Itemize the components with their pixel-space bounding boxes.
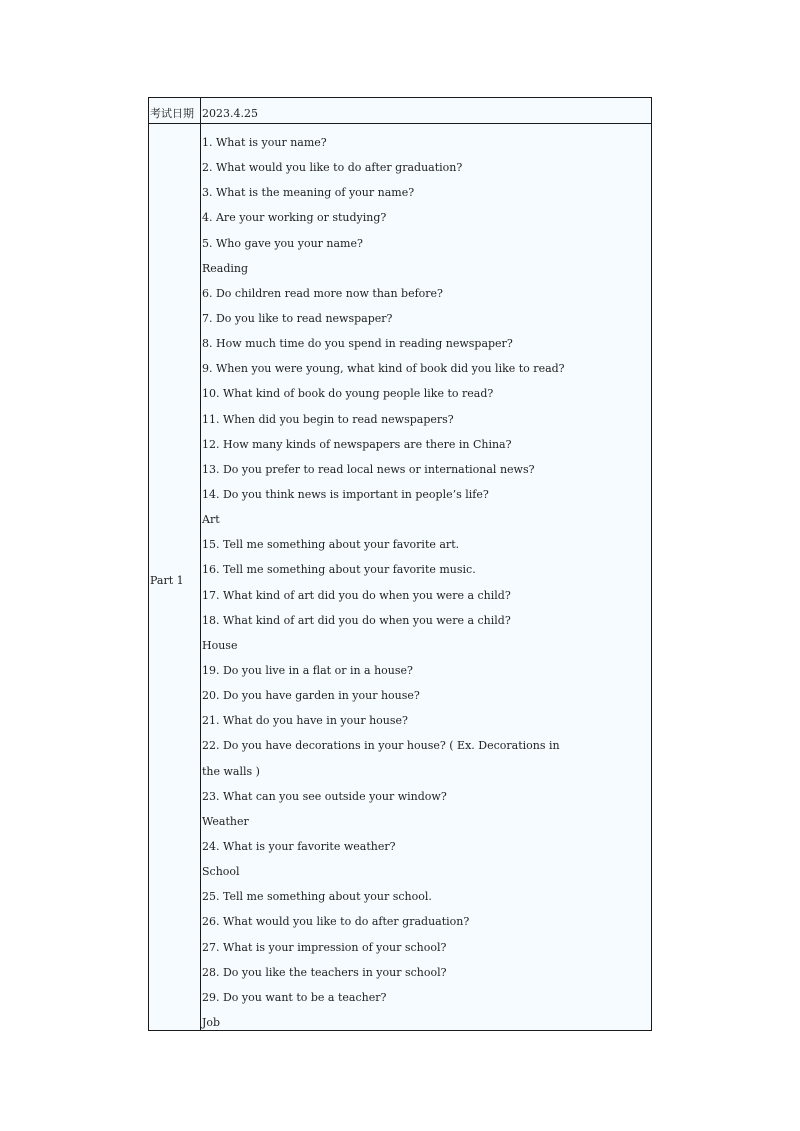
part-label: Part 1	[150, 574, 184, 587]
question-line: 29. Do you want to be a teacher?	[202, 990, 387, 1004]
question-line: 19. Do you live in a flat or in a house?	[202, 663, 413, 677]
question-line: 13. Do you prefer to read local news or international news?	[202, 462, 535, 476]
question-line: 14. Do you think news is important in people’s life?	[202, 487, 489, 501]
question-line: 6. Do children read more now than before?	[202, 286, 443, 300]
question-line: 26. What would you like to do after graduation?	[202, 915, 470, 929]
question-list	[202, 134, 642, 1039]
question-line: 20. Do you have garden in your house?	[202, 689, 420, 703]
question-line: 18. What kind of art did you do when you were a child?	[202, 613, 511, 627]
question-line: 5. Who gave you your name?	[202, 236, 363, 250]
question-line: 10. What kind of book do young people like to read?	[202, 387, 494, 401]
question-line: 7. Do you like to read newspaper?	[202, 311, 393, 325]
question-line: 9. When you were young, what kind of book did you like to read?	[202, 362, 565, 376]
question-line: 8. How much time do you spend in reading newspaper?	[202, 337, 513, 351]
exam-date-label: 考试日期	[150, 107, 194, 120]
question-line: 1. What is your name?	[202, 136, 327, 149]
column-divider	[200, 98, 201, 1030]
exam-question-table	[148, 97, 652, 1031]
question-line: House	[202, 638, 238, 652]
header-row	[149, 98, 651, 124]
question-line: Weather	[202, 814, 249, 828]
question-line: 12. How many kinds of newspapers are there in China?	[202, 437, 512, 451]
question-line: 27. What is your impression of your school?	[202, 940, 447, 954]
question-line: Reading	[202, 261, 249, 275]
question-line: 28. Do you like the teachers in your school?	[202, 965, 447, 979]
question-line: 11. When did you begin to read newspapers?	[202, 412, 454, 426]
question-line: 16. Tell me something about your favorite music.	[202, 563, 476, 577]
question-line: 2. What would you like to do after graduation?	[202, 161, 463, 175]
exam-date-value: 2023.4.25	[202, 107, 258, 120]
question-line: 3. What is the meaning of your name?	[202, 186, 415, 200]
question-line: 17. What kind of art did you do when you were a child?	[202, 588, 511, 602]
question-line: Job	[202, 1015, 221, 1029]
question-line: School	[202, 865, 240, 879]
question-line: Art	[202, 513, 220, 527]
question-line: 21. What do you have in your house?	[202, 714, 408, 728]
question-line: 25. Tell me something about your school.	[202, 890, 432, 904]
question-line: 15. Tell me something about your favorite art.	[202, 538, 460, 552]
question-line: the walls )	[202, 764, 260, 778]
question-line: 24. What is your favorite weather?	[202, 839, 396, 853]
question-line: 4. Are your working or studying?	[202, 211, 387, 225]
question-line: 22. Do you have decorations in your house? ( Ex. Decorations in	[202, 739, 560, 753]
question-line: 23. What can you see outside your window?	[202, 789, 447, 803]
